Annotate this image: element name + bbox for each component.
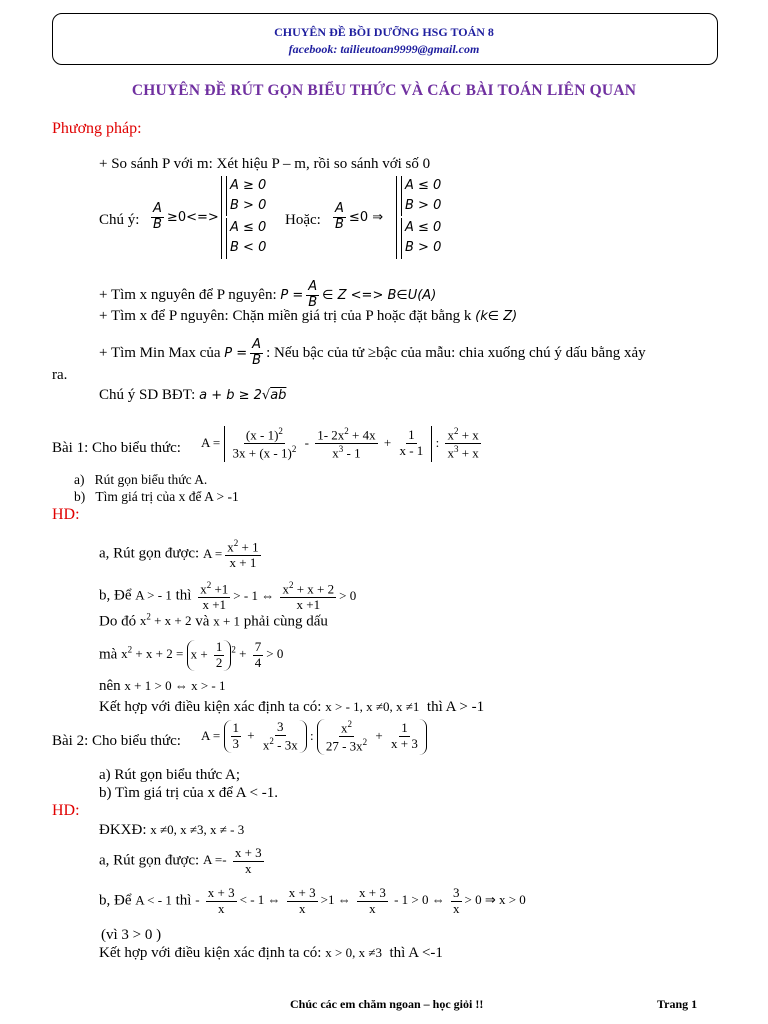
bai2-part-b: b) Tìm giá trị của x để A < -1. [99,785,278,801]
bai2-expression: A = $\frac{1}{3}$ + $\frac{3}{x^2 - 3x}$ : $\frac{x^2}{27 - 3x^2}$ + $\frac{1}{x + 3}$ [201,719,427,755]
bai1-part-a: a) Rút gọn biểu thức A. [74,472,208,487]
bai1-step-a: a, Rút gọn được: A = $\frac{x^2 + 1}{x + 1}$ [99,538,259,571]
note-system-pos: A ≥ 0 B > 0 A ≤ 0 B < 0 [221,176,266,259]
method-or-label: Hoặc: [285,212,321,228]
bai1-expression: A = $\frac{(x - 1)^2}{3x + (x - 1)^2}$ - $\frac{1- 2x^2 + 4x}{x^3 - 1}$ + $\frac{1}{x - 1}$ : $\frac{x^2 + x}{x^3 + x}$ [201,426,479,461]
bai1-step-then: nên x + 1 > 0 ⇔ x > - 1 [99,678,226,694]
bai2-hd: HD: [52,802,80,819]
bai2-part-a: a) Rút gọn biểu thức A; [99,767,241,783]
method-note-label: Chú ý: [99,212,140,228]
bai2-note: (vì 3 > 0 ) [101,927,162,943]
method-item-bound: + Tìm x để P nguyên: Chặn miền giá trị của P hoặc đặt bằng k (k∈ Z) [99,308,518,324]
bai2-step-a: a, Rút gọn được: A =- $\frac{x + 3}{x}$ [99,845,262,876]
note-fraction: $\frac{A}{B}$ ≥0<=> [153,201,219,232]
bai1-step-sign: Do đó $x^2 + x + 2$ và x + 1 phải cùng dấu [99,612,328,630]
header-title: CHUYÊN ĐỀ BỒI DƯỠNG HSG TOÁN 8 [274,25,494,39]
bai1-hd: HD: [52,506,80,523]
header-contact: facebook: tailieutoan9999@gmail.com [288,42,480,56]
method-label: Phương pháp: [52,120,142,137]
bai2-domain: ĐKXĐ: x ≠0, x ≠3, x ≠ - 3 [99,822,245,838]
bai1-step-positive: mà $x^2 + x + 2 = x$ + $\frac{1}{2}$ $^2$ + $\frac{7}{4}$ > 0 [99,639,284,670]
footer-message: Chúc các em chăm ngoan – học giỏi !! [290,997,484,1011]
page-number: Trang 1 [657,997,698,1011]
method-item-integer: + Tìm x nguyên để P nguyên: P = $\frac{A}{B}$ ∈ Z <=> B∈U(A) [99,279,437,310]
bai2-label: Bài 2: Cho biểu thức: [52,733,181,749]
method-item-inequality: Chú ý SD BĐT: a + b ≥ 2√ab [99,387,287,403]
document-title: CHUYÊN ĐỀ RÚT GỌN BIỂU THỨC VÀ CÁC BÀI TOÁN LIÊN QUAN [131,82,637,99]
bai2-step-conclude: Kết hợp với điều kiện xác định ta có: x > 0, x ≠3 thì A <-1 [99,945,443,961]
method-item-compare: + So sánh P với m: Xét hiệu P – m, rồi so sánh với số 0 [99,156,431,172]
note-system-neg: A ≤ 0 B > 0 A ≤ 0 B > 0 [396,176,441,259]
bai1-label: Bài 1: Cho biểu thức: [52,440,181,456]
bai2-step-b: b, Để A < - 1 thì - $\frac{x + 3}{x}$ < - 1 ⇔ $\frac{x + 3}{x}$ >1 ⇔ $\frac{x + 3}{x}$ - 1 > 0 ⇔ $\frac{3}{x}$ > 0 ⇒ x > 0 [99,885,526,916]
or-fraction: $\frac{A}{B}$ ≤0 ⇒ [335,201,384,232]
bai1-step-conclude: Kết hợp với điều kiện xác định ta có: x > - 1, x ≠0, x ≠1 thì A > -1 [99,699,485,715]
method-item-minmax: + Tìm Min Max của P = $\frac{A}{B}$ : Nếu bậc của tử ≥bậc của mẫu: chia xuống chú ý dấu bằng xảy [99,337,646,368]
bai1-part-b: b) Tìm giá trị của x để A > -1 [74,489,239,504]
bai1-step-b: b, Để A > - 1 thì $\frac{x^2 +1}{x +1}$ > - 1 ⇔ $\frac{x^2 + x + 2}{x +1}$ > 0 [99,580,357,613]
method-item-minmax-cont: ra. [52,367,68,383]
